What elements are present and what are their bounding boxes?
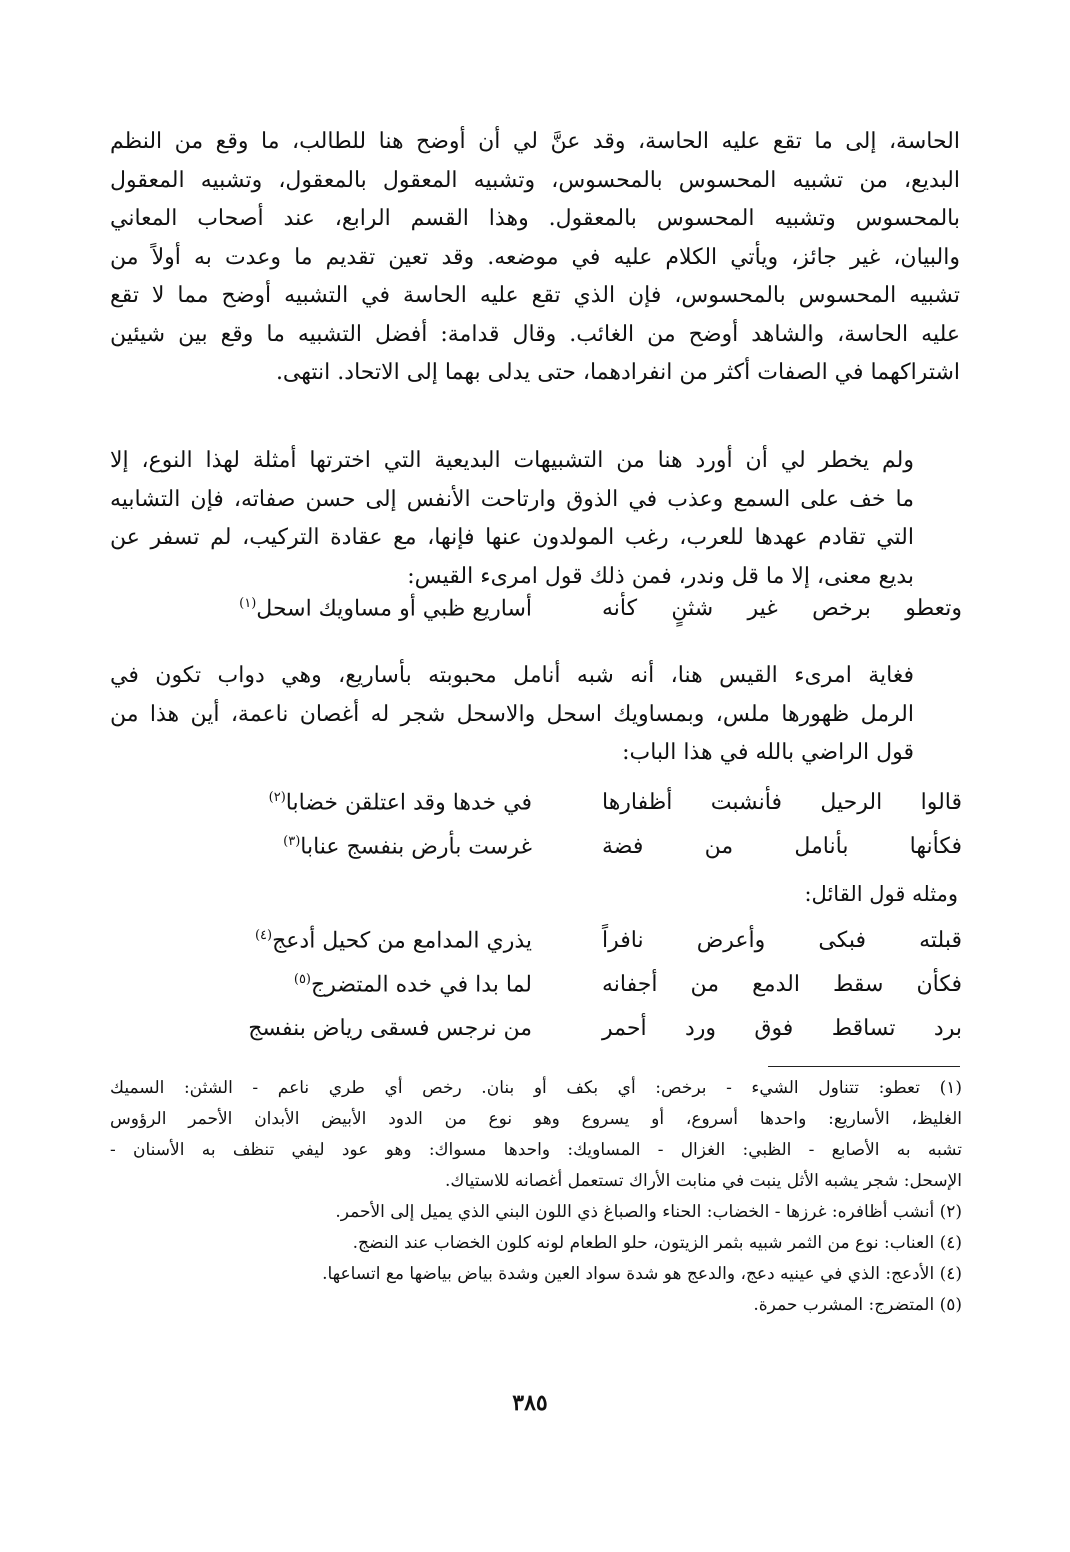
verse-line [112,790,962,828]
text-line: الحاسة، إلى ما تقع عليه الحاسة، وقد عنَّ لي أن أوضح هنا للطالب، ما وقع من النظم [110,129,960,154]
verse-hemistich-second: لما بدا في خده المتضرج$^{(٥)}$ [293,972,532,998]
footnote-ref: (٤) [254,928,273,943]
text-line: اشتراكهما في الصفات أكثر من انفرادهما، حتى يدلى بهما إلى الاتحاد. انتهى. [275,360,960,385]
footnote-divider [768,1066,960,1067]
text-line: التي تقادم عهدها للعرب، رغب المولدون عنها فإنها، مع عقادة التركيب، لم تسفر عن [110,525,914,550]
verse-hemistich-second: أساريع ظبي أو مساويك اسحل$^{(١)}$ [239,596,532,622]
text-line: عليه الحاسة، والشاهد أوضح من الغائب. وقال قدامة: أفضل التشبيه ما وقع بين شيئين [110,321,960,347]
text-line: بالمحسوس وتشبيه المحسوس بالمعقول. وهذا القسم الرابع، عند أصحاب المعاني [110,206,960,231]
footnotes [110,1073,962,1321]
footnote-line: (٥) المتضرج: المشرب حمرة. [753,1295,962,1315]
footnote-ref: (٣) [283,834,301,849]
verse-line [112,834,962,872]
footnote-line: الغليظ، الأساريع: واحدها أسروع، أو يسروع وهو نوع من الدود الأبيض الأبدان الأحمر الرؤوس [110,1109,962,1129]
text-line: ولم يخطر لي أن أورد هنا من التشبيهات البديعية التي اخترتها أمثلة لهذا النوع، إلا [110,448,914,473]
verse-hemistich-second: يذري المدامع من كحيل أدعج$^{(٤)}$ [254,928,532,954]
footnote-line: (٤) العناب: نوع من الثمر شبيه بثمر الزيتون، حلو الطعام لونه كلون الخضاب عند النضج. [352,1233,962,1253]
text-line: بديع معنى، إلا ما قل وندر، فمن ذلك قول امرىء القيس: [407,563,914,589]
verse-hemistich-second: غرست بأرض بنفسج عنابا$^{(٣)}$ [283,834,532,860]
verse-hemistich-first: قبلته فبكى وأعرض نافراً [602,928,962,953]
footnote-line: (٤) الأدعج: الذي في عينيه دعج، والدعج هو شدة سواد العين وشدة بياض بياضها مع اتساعها. [322,1264,962,1284]
verse-hemistich-first: وتعطو برخص غير شثنٍ كأنه [602,596,962,621]
paragraph-commentary [110,657,960,773]
footnote-line: (٢) أنشب أظافره: غرزها - الخضاب: الحناء والصباغ ذي اللون البني الذي يميل إلى الأحمر. [335,1202,962,1222]
text-line: ما خف على السمع وعذب في الذوق وارتاحت الأنفس إلى حسن صفاته، فإن التشابيه [110,486,914,512]
verse-line [112,1016,962,1054]
footnote-ref: (٥) [293,972,311,987]
text-line: والبيان، غير جائز، ويأتي الكلام عليه في موضعه. وقد تعين تقديم ما وعدت به أولاً من [110,244,960,270]
verse-hemistich-second: من نرجس فسقى رياض بنفسج [248,1016,532,1041]
verse-hemistich-first: قالوا الرحيل فأنشبت أظفارها [602,790,962,815]
verse-line [112,972,962,1010]
page-number: ٣٨٥ [512,1390,548,1416]
text-line: الرمل ظهورها ملس، وبمساويك اسحل والاسحل شجر له أغصان ناعمة، أين هذا من [110,701,914,727]
quote-caption: ومثله قول القائل: [804,882,958,906]
verse-hemistich-first: فكأنها بأنامل من فضة [602,834,962,859]
footnote-line: (١) تعطو: تتناول الشيء - برخص: أي بكف أو بنان. رخص أي طري ناعم - الشثن: السميك [110,1078,962,1098]
text-line: البديع، من تشبيه المحسوس بالمحسوس، وتشبيه المعقول بالمعقول، وتشبيه المعقول [110,167,960,193]
paragraph-similes [110,442,960,596]
verse-line [112,596,962,634]
verse-hemistich-first: فكأن سقط الدمع من أجفانه [602,972,962,997]
footnote-ref: (١) [239,596,257,611]
footnote-ref: (٢) [268,790,286,805]
paragraph-intro [110,123,960,393]
footnote-line: الإسحل: شجر يشبه الأثل ينبت في منابت الأراك تستعمل أغصانه للاستياك. [445,1171,962,1191]
verse-hemistich-first: برد تساقط فوق ورد أحمر [602,1016,962,1041]
text-line: تشبيه المحسوس بالمحسوس، فإن الذي تقع عليه الحاسة في التشبيه أوضح مما لا تقع [110,283,960,308]
text-line: فغاية امرىء القيس هنا، أنه شبه أنامل محبوبته بأساريع، وهي دواب تكون في [110,663,914,688]
verse-line [112,928,962,966]
verse-hemistich-second: في خدها وقد اعتلقن خضابا$^{(٢)}$ [268,790,532,816]
text-line: قول الراضي بالله في هذا الباب: [622,740,914,765]
footnote-line: تشبه به الأصابع - الظبي: الغزال - المساويك: واحدها مسواك: وهو عود ليفي تنظف به الأسنان - [110,1140,962,1160]
